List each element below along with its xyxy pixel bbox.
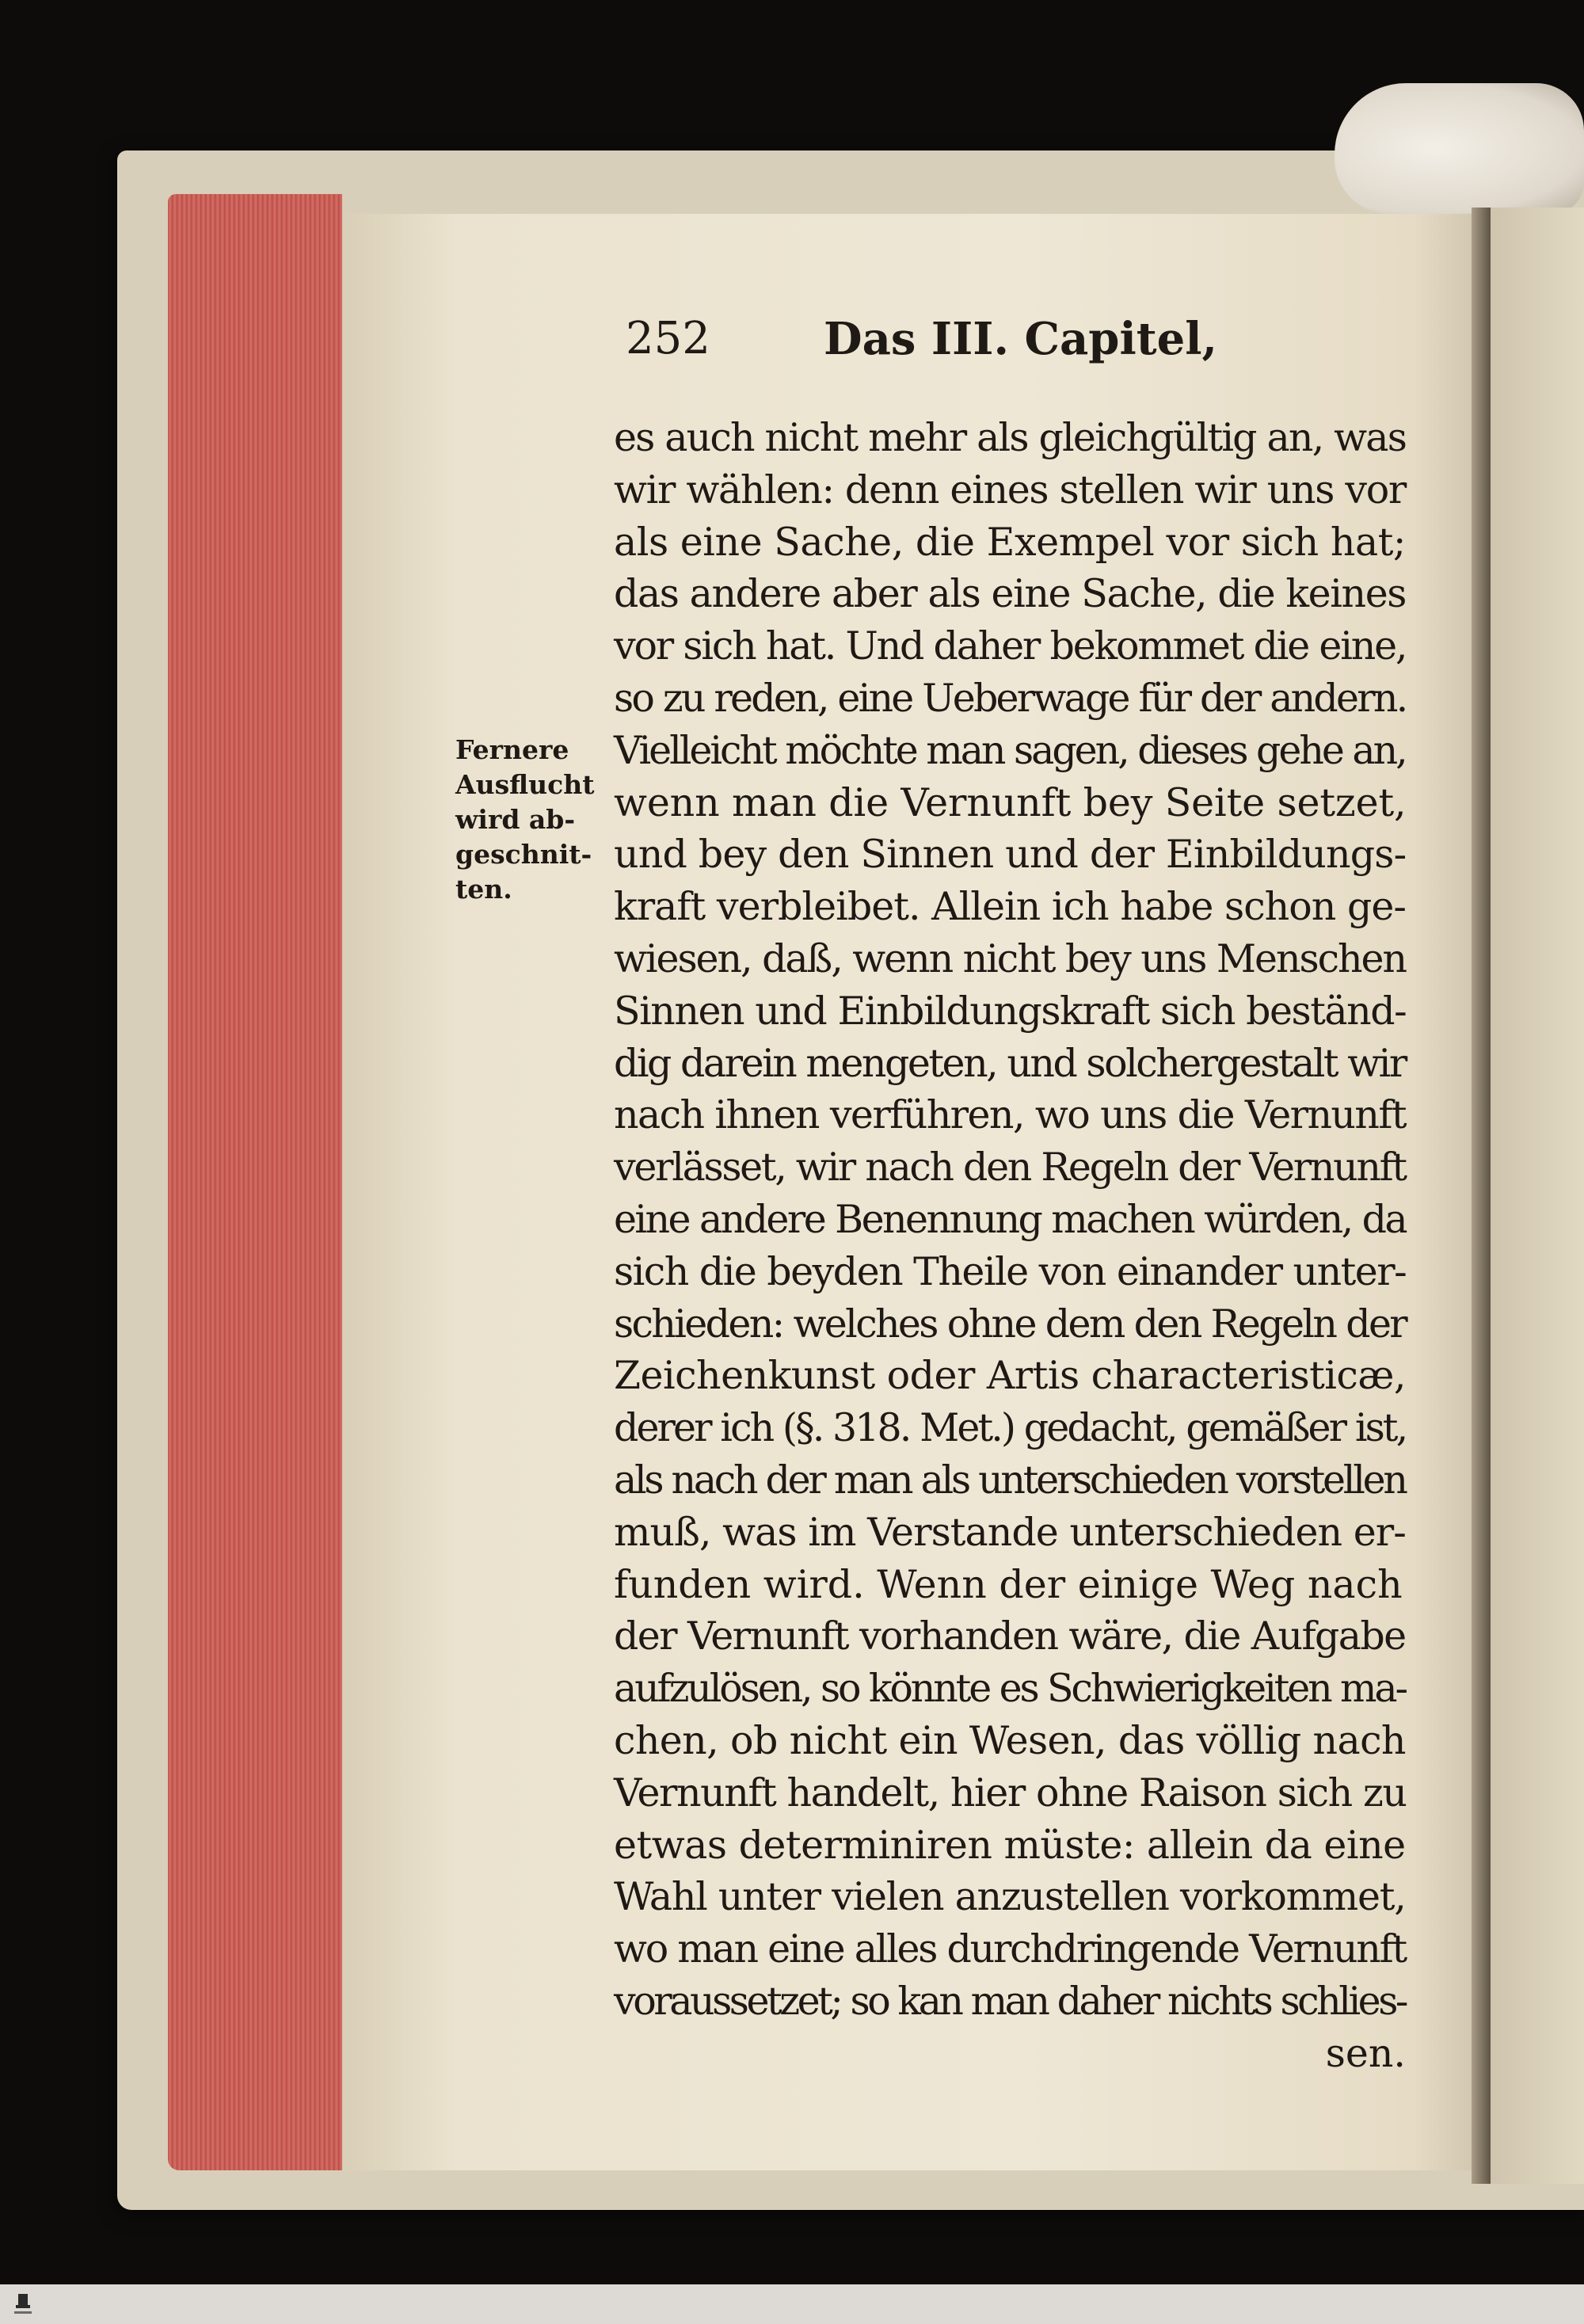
margin-note-line: wird ab- (455, 804, 576, 835)
text-line: wiesen, daß, wenn nicht bey uns Menschen (614, 935, 1406, 981)
page-number: 252 (626, 313, 710, 364)
text-line: verlässet, wir nach den Regeln der Vernunft (614, 1145, 1406, 1191)
text-line: der Vernunft vorhanden wäre, die Aufgabe (614, 1613, 1406, 1659)
text-line: Zeichenkunst oder Artis characteristicæ, (614, 1353, 1406, 1399)
margin-note-line: ten. (455, 874, 512, 905)
text-line: wenn man die Vernunft bey Seite setzet, (614, 779, 1407, 825)
margin-note (455, 733, 614, 907)
library-logo-icon (10, 2291, 36, 2318)
text-line: sich die beyden Theile von einander unter- (614, 1248, 1407, 1294)
text-line: nach ihnen verführen, wo uns die Vernunft (614, 1092, 1407, 1138)
page-gutter (1472, 208, 1491, 2184)
text-line: Sinnen und Einbildungskraft sich beständ- (614, 988, 1407, 1034)
text-line: funden wird. Wenn der einige Weg nach (614, 1561, 1403, 1607)
text-line: vor sich hat. Und daher bekommet die eine, (614, 623, 1407, 669)
chapter-title: Das III. Capitel, (824, 313, 1217, 365)
text-line: muß, was im Verstande unterschieden er- (614, 1509, 1406, 1555)
viewer-footer-bar (0, 2284, 1584, 2324)
text-line: das andere aber als eine Sache, die keines (614, 571, 1407, 617)
text-line: als eine Sache, die Exempel vor sich hat; (614, 519, 1406, 565)
text-line: und bey den Sinnen und der Einbildungs- (614, 832, 1407, 878)
running-header (626, 313, 1338, 376)
paper-clip-tissue (1335, 83, 1584, 214)
margin-note-line: Ausflucht (455, 769, 595, 800)
text-line: Vielleicht möchte man sagen, dieses gehe an, (614, 727, 1406, 773)
body-text (614, 412, 1406, 2080)
text-line: etwas determiniren müste: allein da eine (614, 1822, 1406, 1868)
text-line: wo man eine alles durchdringende Vernunft (614, 1926, 1406, 1972)
text-line: eine andere Benennung machen würden, da (614, 1196, 1407, 1242)
margin-note-line: Fernere (455, 734, 569, 765)
facing-page-edge (1491, 208, 1584, 2184)
text-line: schieden: welches ohne dem den Regeln der (614, 1301, 1407, 1347)
text-line: chen, ob nicht ein Wesen, das völlig nach (614, 1717, 1406, 1763)
text-line: voraussetzet; so kan man daher nichts schlies- (614, 1978, 1406, 2024)
text-line: kraft verbleibet. Allein ich habe schon ge- (614, 884, 1406, 930)
text-line: wir wählen: denn eines stellen wir uns vor (614, 467, 1407, 512)
text-line: sen. (1325, 2030, 1406, 2076)
text-line: derer ich (§. 318. Met.) gedacht, gemäßer ist, (614, 1405, 1407, 1451)
text-line: Vernunft handelt, hier ohne Raison sich zu (614, 1770, 1407, 1815)
text-line: aufzulösen, so könnte es Schwierigkeiten ma- (614, 1666, 1406, 1712)
text-line: als nach der man als unterschieden vorstellen (614, 1457, 1406, 1503)
text-line: so zu reden, eine Ueberwage für der andern. (614, 675, 1407, 721)
text-line: Wahl unter vielen anzustellen vorkommet, (614, 1874, 1406, 1920)
text-line: es auch nicht mehr als gleichgültig an, was (614, 415, 1407, 460)
text-line: dig darein mengeten, und solchergestalt wir (614, 1040, 1406, 1086)
margin-note-line: geschnit- (455, 839, 592, 870)
red-page-edges (168, 194, 342, 2170)
